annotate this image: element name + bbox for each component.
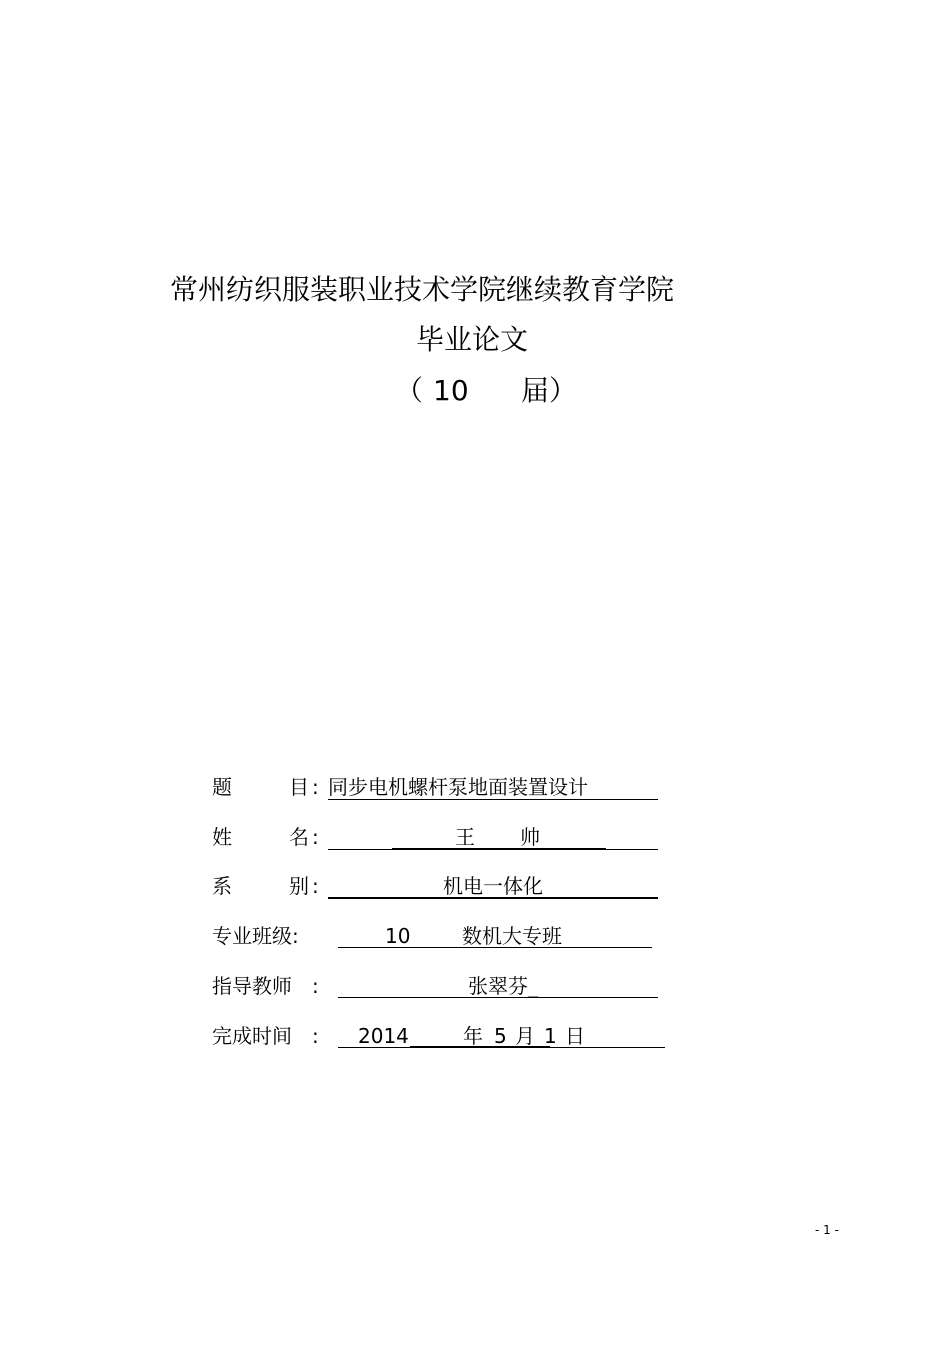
title-underline xyxy=(328,799,658,800)
name-colon: : xyxy=(312,825,319,849)
class-value-b: 数机大专班 xyxy=(462,924,562,948)
date-day-unit: 日 xyxy=(565,1024,585,1048)
advisor-colon: : xyxy=(312,974,319,998)
title-colon: : xyxy=(312,775,319,799)
class-value-a: 10 xyxy=(385,924,411,948)
date-year-unit: 年 xyxy=(463,1024,483,1048)
department-value: 机电一体化 xyxy=(443,874,543,898)
name-label-a: 姓 xyxy=(212,825,232,849)
session-open-paren: （ xyxy=(395,374,424,407)
class-label: 专业班级: xyxy=(212,924,299,948)
document-type: 毕业论文 xyxy=(416,323,529,356)
date-month-unit: 月 xyxy=(515,1024,535,1048)
name-underline-bold xyxy=(392,848,606,850)
department-label-a: 系 xyxy=(212,874,232,898)
department-underline xyxy=(328,897,658,899)
date-label: 完成时间 xyxy=(212,1024,292,1048)
date-colon: : xyxy=(312,1024,319,1048)
name-label-b: 名 xyxy=(289,825,309,849)
session-unit: 届） xyxy=(521,374,578,407)
department-label-b: 别 xyxy=(289,874,309,898)
advisor-label: 指导教师 xyxy=(212,974,292,998)
name-value-a: 王 xyxy=(455,825,475,849)
session-year: 10 xyxy=(433,374,469,407)
title-label-b: 目 xyxy=(289,775,309,799)
date-year: 2014 xyxy=(358,1024,409,1048)
title-label-a: 题 xyxy=(212,775,232,799)
date-underline-bold xyxy=(410,1046,550,1048)
advisor-value: 张翠芬_ xyxy=(468,974,538,998)
class-underline xyxy=(338,947,652,948)
page-number: - 1 - xyxy=(815,1223,839,1237)
college-name: 常州纺织服装职业技术学院继续教育学院 xyxy=(170,273,675,306)
advisor-underline xyxy=(338,997,658,998)
title-value: 同步电机螺杆泵地面装置设计 xyxy=(328,775,588,799)
department-colon: : xyxy=(312,874,319,898)
date-day: 1 xyxy=(544,1024,557,1048)
date-month: 5 xyxy=(494,1024,507,1048)
name-value-b: 帅 xyxy=(520,825,540,849)
